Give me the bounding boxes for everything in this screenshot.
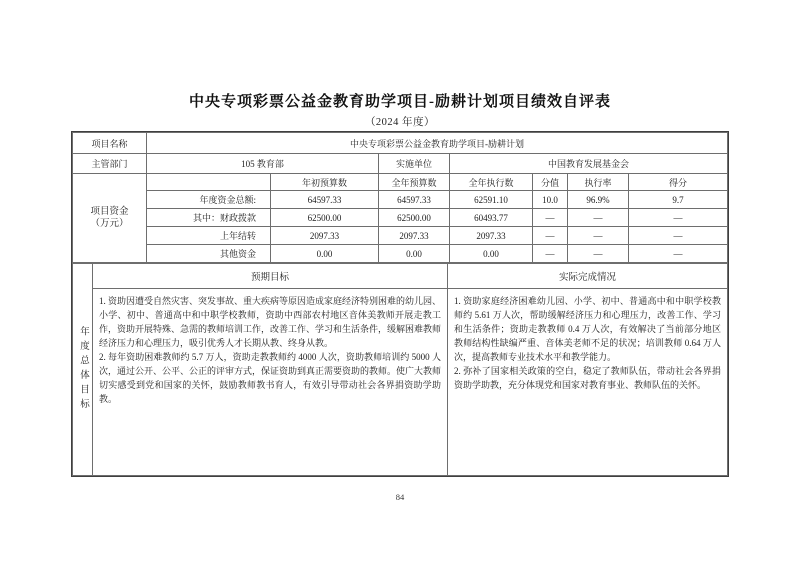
- funding-cell-exec-rate: —: [568, 227, 629, 245]
- funding-cell-initial: 2097.33: [271, 227, 379, 245]
- project-funding-table: [72, 132, 728, 263]
- funding-header-spacer: [147, 174, 271, 191]
- annual-goals-table: [72, 263, 728, 476]
- document-subtitle: （2024 年度）: [364, 117, 436, 128]
- actual-completion-header: 实际完成情况: [448, 264, 728, 289]
- funding-cell-points: 10.0: [533, 191, 568, 209]
- actual-completion-cell: [448, 289, 728, 476]
- funding-section-label-line2: （万元）: [90, 219, 129, 229]
- goals-side-label: 年度总体目标: [78, 326, 88, 413]
- funding-cell-score: —: [629, 227, 728, 245]
- funding-cell-score: —: [629, 245, 728, 263]
- impl-label: 实施单位: [379, 154, 450, 174]
- header-initial-budget: 年初预算数: [271, 174, 379, 191]
- document-title: 中央专项彩票公益金教育助学项目-励耕计划项目绩效自评表: [189, 94, 611, 110]
- funding-cell-executed: 62591.10: [450, 191, 533, 209]
- funding-cell-initial: 62500.00: [271, 209, 379, 227]
- funding-header-row: [73, 174, 728, 191]
- department-row: [73, 154, 728, 174]
- funding-cell-annual: 2097.33: [379, 227, 450, 245]
- actual-completion-paragraph-1: 1. 资助家庭经济困难幼儿园、小学、初中、普通高中和中职学校教师约 5.61 万人次，帮助缓解经济压力和心理压力，改善工作、学习和生活条件；资助走教教师 0.4 万人次，有效解决了当前部分地区教师结构性缺编严重、音体美老师不足的状况；培训教师 0.64 万人次，提高教师专业技术水平和教学能力。: [454, 296, 721, 362]
- funding-cell-score: 9.7: [629, 191, 728, 209]
- dept-value: 105 教育部: [147, 154, 379, 174]
- expected-goals-cell: [93, 289, 448, 476]
- impl-value: 中国教育发展基金会: [450, 154, 728, 174]
- funding-row-other: [73, 245, 728, 263]
- evaluation-table: [71, 131, 729, 477]
- funding-cell-initial: 64597.33: [271, 191, 379, 209]
- funding-cell-initial: 0.00: [271, 245, 379, 263]
- project-name-row: [73, 133, 728, 154]
- funding-cell-points: —: [533, 227, 568, 245]
- header-annual-budget: 全年预算数: [379, 174, 450, 191]
- goals-body-row: [73, 289, 728, 476]
- funding-cell-exec-rate: —: [568, 245, 629, 263]
- funding-row-label: 其中：财政拨款: [147, 209, 271, 227]
- funding-section-label: [73, 174, 147, 263]
- funding-row-label: 年度资金总额:: [147, 191, 271, 209]
- funding-row-fiscal: [73, 209, 728, 227]
- funding-cell-exec-rate: 96.9%: [568, 191, 629, 209]
- funding-cell-executed: 60493.77: [450, 209, 533, 227]
- goals-header-row: [73, 264, 728, 289]
- project-name-label: 项目名称: [73, 133, 147, 154]
- goals-side-label-cell: [73, 264, 93, 476]
- funding-cell-points: —: [533, 209, 568, 227]
- header-executed: 全年执行数: [450, 174, 533, 191]
- expected-goals-header: 预期目标: [93, 264, 448, 289]
- header-score: 得分: [629, 174, 728, 191]
- funding-row-label: 上年结转: [147, 227, 271, 245]
- funding-row-carryover: [73, 227, 728, 245]
- funding-cell-annual: 64597.33: [379, 191, 450, 209]
- funding-cell-annual: 62500.00: [379, 209, 450, 227]
- funding-cell-executed: 0.00: [450, 245, 533, 263]
- header-points: 分值: [533, 174, 568, 191]
- expected-goal-paragraph-2: 2. 每年资助困难教师约 5.7 万人，资助走教教师约 4000 人次，资助教师培训约 5000 人次，通过公开、公平、公正的评审方式，保证资助到真正需要资助的教师。使广大教师切实感受到党和国家的关怀，鼓励教师教书育人，有效引导带动社会各界捐资助学助教。: [99, 352, 442, 404]
- funding-cell-annual: 0.00: [379, 245, 450, 263]
- header-exec-rate: 执行率: [568, 174, 629, 191]
- expected-goal-paragraph-1: 1. 资助因遭受自然灾害、突发事故、重大疾病等原因造成家庭经济特别困难的幼儿园、小学、初中、普通高中和中职学校教师，资助中西部农村地区音体美教师开展走教工作，资助开展特殊、急需的教师培训工作，改善工作、学习和生活条件，缓解困难教师经济压力和心理压力，吸引优秀人才长期从教、终身从教。: [99, 296, 442, 348]
- project-name-value: 中央专项彩票公益金教育助学项目-励耕计划: [147, 133, 728, 154]
- dept-label: 主管部门: [73, 154, 147, 174]
- funding-row-label: 其他资金: [147, 245, 271, 263]
- funding-section-label-line1: 项目资金: [90, 207, 129, 217]
- page-number: 84: [395, 492, 405, 502]
- funding-cell-points: —: [533, 245, 568, 263]
- funding-cell-exec-rate: —: [568, 209, 629, 227]
- funding-row-total: [73, 191, 728, 209]
- funding-cell-executed: 2097.33: [450, 227, 533, 245]
- funding-cell-score: —: [629, 209, 728, 227]
- actual-completion-paragraph-2: 2. 弥补了国家相关政策的空白，稳定了教师队伍，带动社会各界捐资助学助教，充分体现党和国家对教育事业、教师队伍的关怀。: [454, 366, 721, 390]
